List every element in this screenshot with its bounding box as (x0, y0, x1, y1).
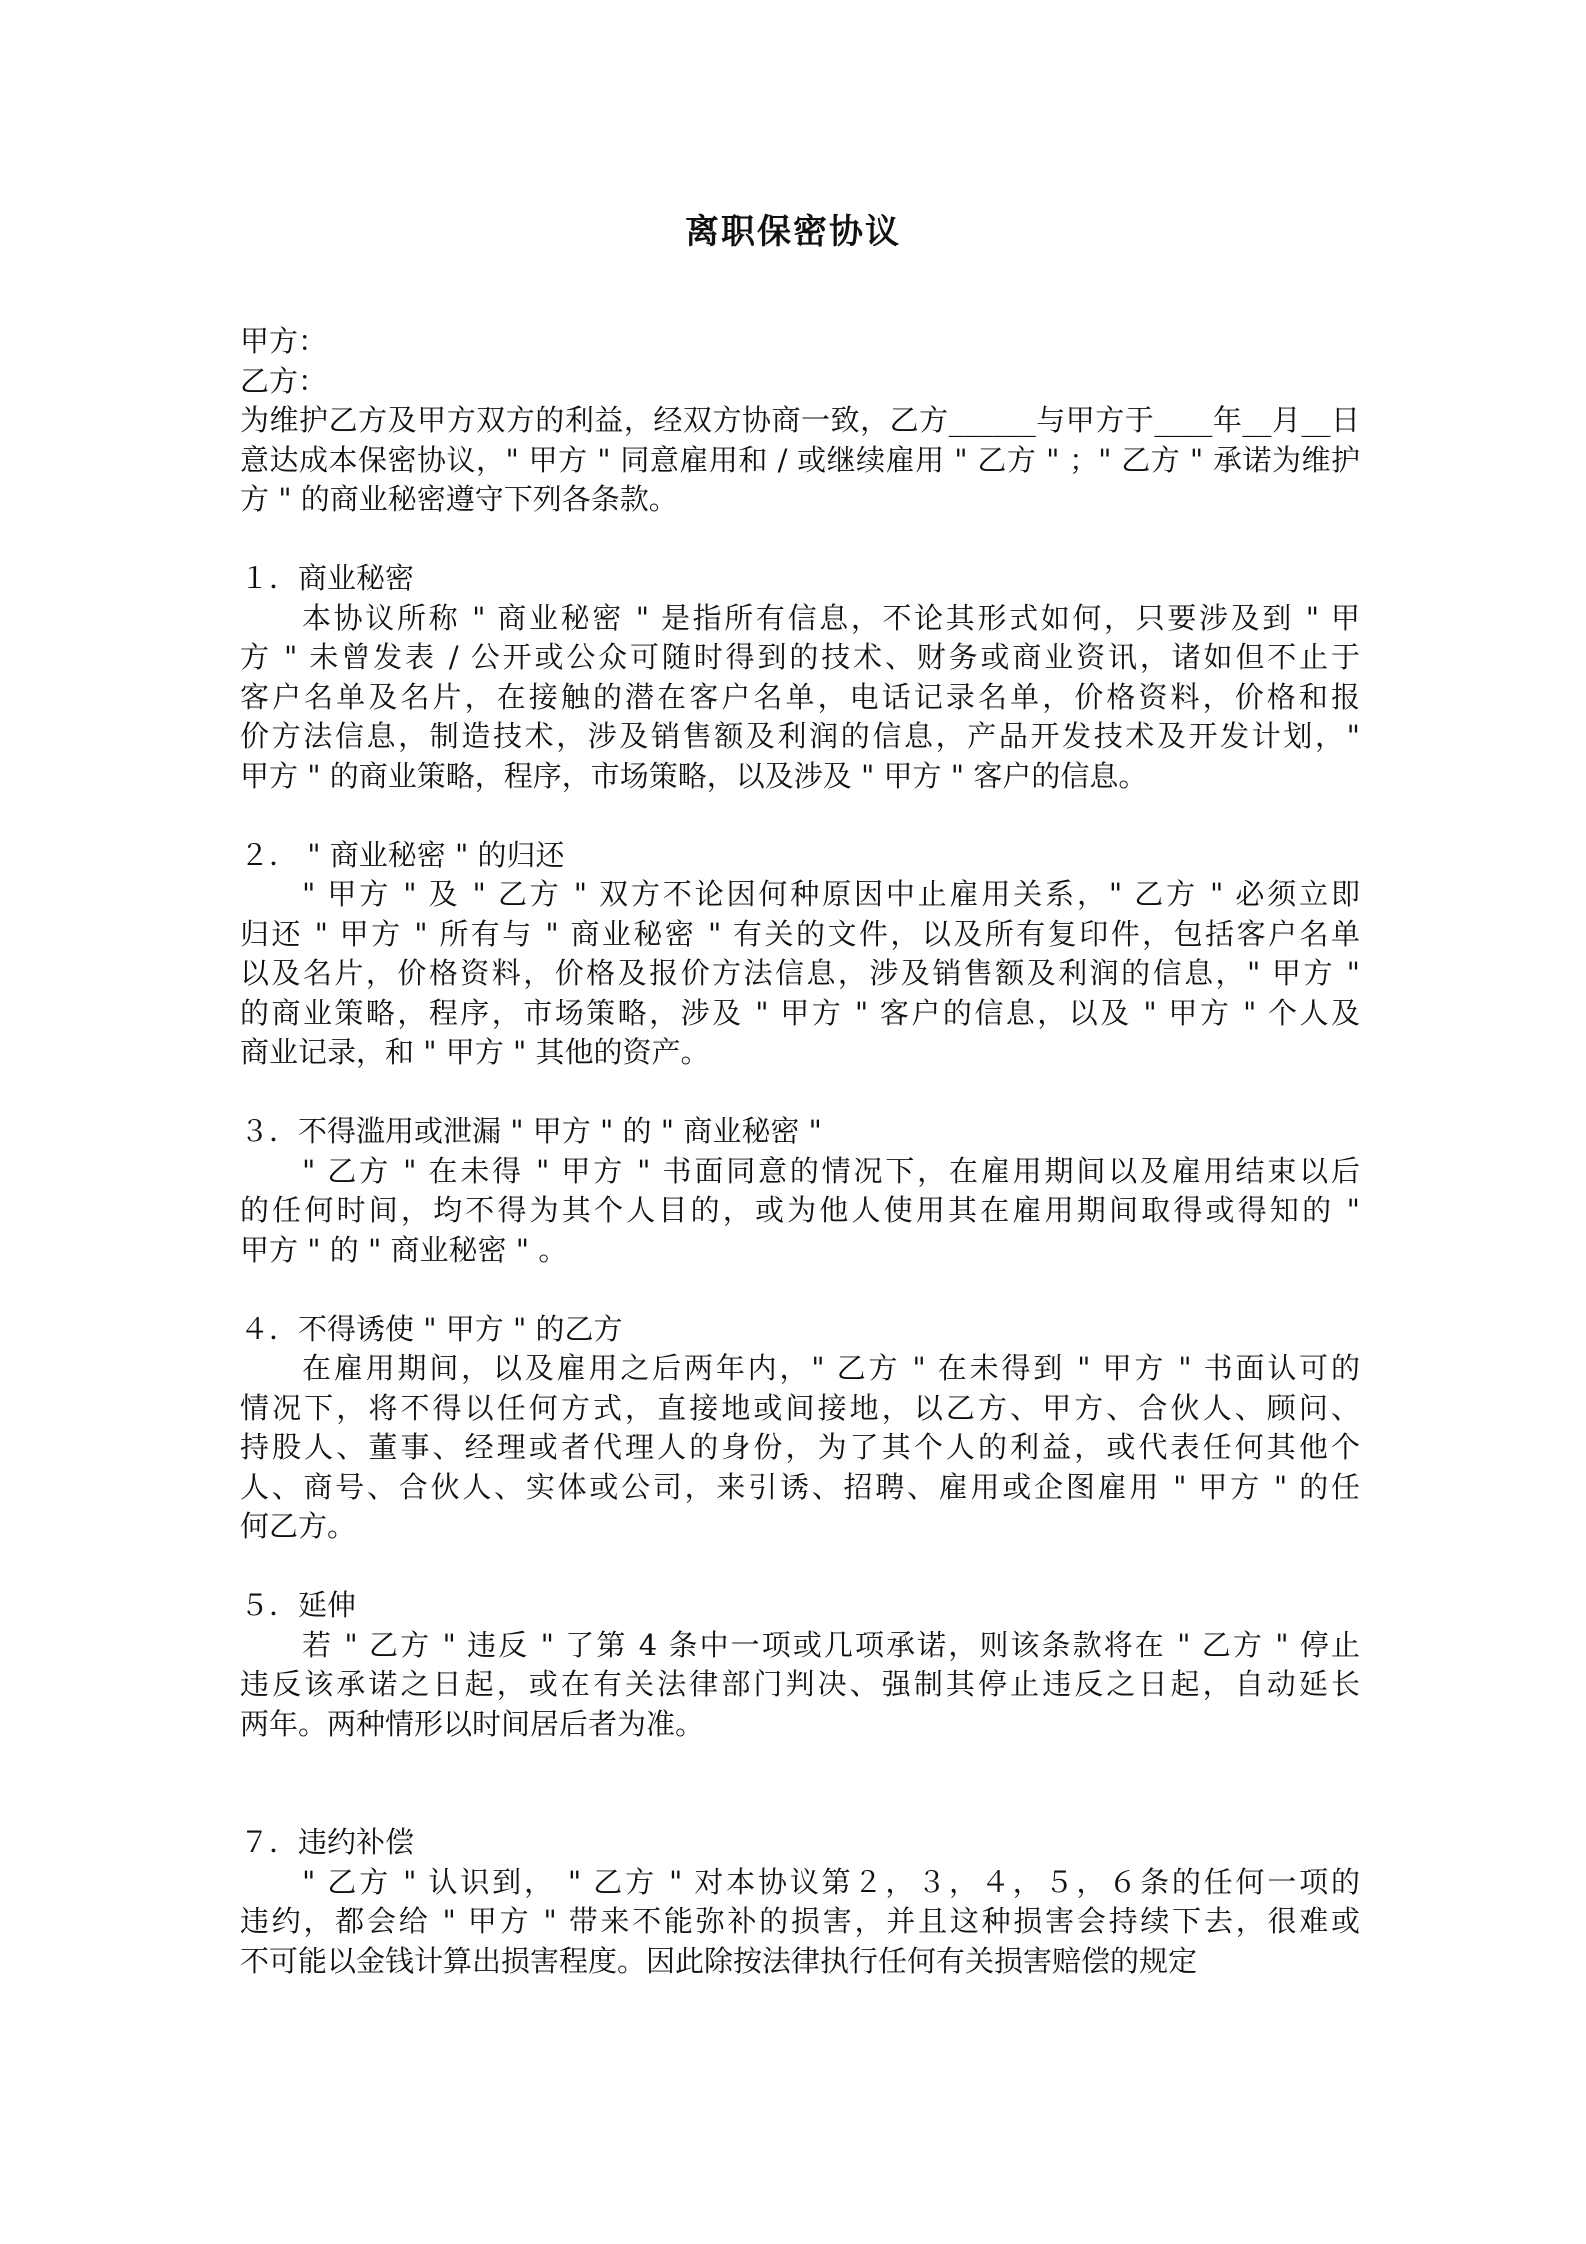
section-line: 不可能以金钱计算出损害程度。因此除按法律执行任何有关损害赔偿的规定 (240, 1943, 1198, 1978)
section-line: 归还 " 甲方 " 所有与 " 商业秘密 " 有关的文件，以及所有复印件，包括客户名单 (240, 916, 1360, 951)
section-line: 本协议所称 " 商业秘密 " 是指所有信息，不论其形式如何，只要涉及到 " 甲 (302, 600, 1360, 635)
section-heading: ２． " 商业秘密 " 的归还 (240, 837, 565, 872)
document-body (240, 322, 1360, 1981)
intro-line: 方 " 的商业秘密遵守下列各条款。 (240, 482, 678, 516)
section-heading: ３．不得滥用或泄漏 " 甲方 " 的 " 商业秘密 " (240, 1114, 822, 1148)
section-line: " 甲方 " 及 " 乙方 " 双方不论因何种原因中止雇用关系，" 乙方 " 必须立即 (302, 877, 1360, 911)
section-line: 商业记录，和 " 甲方 " 其他的资产。 (240, 1035, 710, 1069)
party-b-label: 乙方： (240, 363, 328, 398)
section-line: 客户名单及名片，在接触的潜在客户名单，电话记录名单，价格资料，价格和报 (240, 679, 1360, 714)
section-line: 两年。两种情形以时间居后者为准。 (240, 1706, 705, 1741)
party-a-label: 甲方： (240, 324, 328, 358)
section-line: 价方法信息，制造技术，涉及销售额及利润的信息，产品开发技术及开发计划，" (240, 719, 1360, 753)
section-line: 在雇用期间，以及雇用之后两年内，" 乙方 " 在未得到 " 甲方 " 书面认可的 (302, 1351, 1360, 1385)
section-line: 情况下，将不得以任何方式，直接地或间接地，以乙方、甲方、合伙人、顾问、 (240, 1390, 1360, 1425)
section-heading: ４．不得诱使 " 甲方 " 的乙方 (240, 1311, 623, 1346)
section-line: 的任何时间，均不得为其个人目的，或为他人使用其在雇用期间取得或得知的 " (240, 1193, 1360, 1227)
section-line: 甲方 " 的 " 商业秘密 " 。 (240, 1232, 568, 1267)
section-line: 以及名片，价格资料，价格及报价方法信息，涉及销售额及利润的信息，" 甲方 " (240, 956, 1360, 990)
section-line: 人、商号、合伙人、实体或公司，来引诱、招聘、雇用或企图雇用 " 甲方 " 的任 (240, 1469, 1360, 1504)
section-heading: ７．违约补偿 (240, 1825, 415, 1859)
section-line: 的商业策略，程序，市场策略，涉及 " 甲方 " 客户的信息，以及 " 甲方 " 个人及 (240, 995, 1360, 1030)
section-line: 甲方 " 的商业策略，程序，市场策略，以及涉及 " 甲方 " 客户的信息。 (240, 758, 1148, 793)
section-heading: １．商业秘密 (240, 561, 415, 595)
section-line: 持股人、董事、经理或者代理人的身份，为了其个人的利益，或代表任何其他个 (240, 1430, 1360, 1464)
section-heading: ５．延伸 (240, 1588, 357, 1622)
section-line: 若 " 乙方 " 违反 " 了第 4 条中一项或几项承诺，则该条款将在 " 乙方 " 停止 (302, 1627, 1360, 1662)
section-line: " 乙方 " 在未得 " 甲方 " 书面同意的情况下，在雇用期间以及雇用结束以后 (302, 1153, 1360, 1188)
section-line: 何乙方。 (240, 1509, 357, 1543)
section-line: 违约，都会给 " 甲方 " 带来不能弥补的损害，并且这种损害会持续下去，很难或 (240, 1904, 1360, 1938)
document-title: 离职保密协议 (685, 212, 901, 252)
section-line: " 乙方 " 认识到， " 乙方 " 对本协议第２，３，４，５，６条的任何一项的 (302, 1864, 1360, 1899)
section-line: 违反该承诺之日起，或在有关法律部门判决、强制其停止违反之日起，自动延长 (240, 1667, 1360, 1701)
section-line: 方 " 未曾发表 / 公开或公众可随时得到的技术、财务或商业资讯，诸如但不止于 (240, 640, 1360, 674)
intro-line: 为维护乙方及甲方双方的利益，经双方协商一致，乙方______与甲方于____年__月__日 (240, 403, 1360, 437)
intro-line: 意达成本保密协议，" 甲方 " 同意雇用和 / 或继续雇用 " 乙方 " ；" 乙方 " 承诺为维护 (240, 442, 1360, 477)
